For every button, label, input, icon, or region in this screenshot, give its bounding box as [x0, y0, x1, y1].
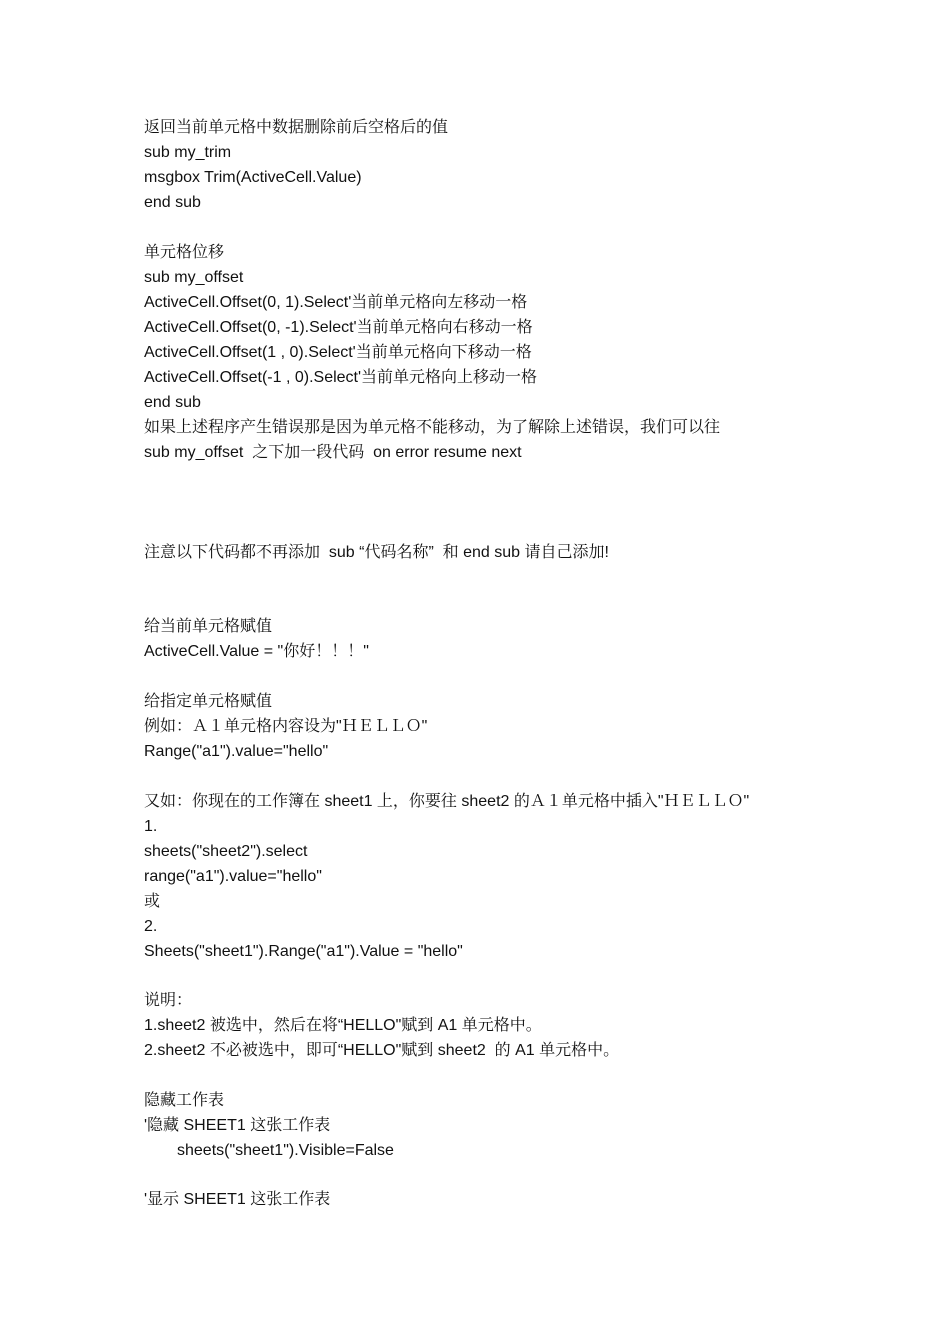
- code-line: ActiveCell.Value = "你好！！！": [144, 643, 369, 660]
- example-text: 又如：你现在的工作簿在 sheet1 上，你要往 sheet2 的Ａ１单元格中插入"ＨＥＬＬＯ": [144, 793, 750, 810]
- code-line: Sheets("sheet1").Range("a1").Value = "hello": [144, 943, 463, 960]
- code-line: ActiveCell.Offset(-1 , 0).Select'当前单元格向上移动一格: [144, 369, 538, 386]
- comment-line: '隐藏 SHEET1 这张工作表: [144, 1117, 331, 1134]
- code-line: ActiveCell.Offset(0, 1).Select'当前单元格向左移动一格: [144, 294, 528, 311]
- explanation-text: 2.sheet2 不必被选中，即可“HELLO"赋到 sheet2 的 A1 单元格中。: [144, 1042, 620, 1059]
- heading-offset: 单元格位移: [144, 244, 225, 261]
- code-line: range("a1").value="hello": [144, 868, 322, 885]
- comment-line: '显示 SHEET1 这张工作表: [144, 1191, 331, 1208]
- explanation-text: 1.sheet2 被选中，然后在将“HELLO"赋到 A1 单元格中。: [144, 1017, 542, 1034]
- code-line: ActiveCell.Offset(0, -1).Select'当前单元格向右移动一格: [144, 319, 533, 336]
- code-line: ActiveCell.Offset(1 , 0).Select'当前单元格向下移动一格: [144, 344, 532, 361]
- list-number: 2.: [144, 918, 158, 935]
- list-number: 1.: [144, 818, 158, 835]
- code-line: sheets("sheet1").Visible=False: [177, 1142, 394, 1159]
- note-text: sub my_offset 之下加一段代码 on error resume next: [144, 444, 522, 461]
- code-line: msgbox Trim(ActiveCell.Value): [144, 169, 362, 186]
- code-line: sub my_offset: [144, 269, 244, 286]
- code-line: end sub: [144, 194, 201, 211]
- heading-assign-specified: 给指定单元格赋值: [144, 693, 273, 710]
- note-text: 如果上述程序产生错误那是因为单元格不能移动，为了解除上述错误，我们可以往: [144, 419, 721, 436]
- heading-hide-sheet: 隐藏工作表: [144, 1092, 225, 1109]
- explanation-heading: 说明：: [144, 992, 193, 1009]
- code-line: Range("a1").value="hello": [144, 743, 329, 760]
- heading-trim: 返回当前单元格中数据删除前后空格后的值: [144, 119, 449, 136]
- note-text: 注意以下代码都不再添加 sub “代码名称” 和 end sub 请自己添加!: [144, 544, 609, 561]
- heading-assign-current: 给当前单元格赋值: [144, 618, 273, 635]
- code-line: sheets("sheet2").select: [144, 843, 308, 860]
- example-text: 例如：Ａ１单元格内容设为"ＨＥＬＬＯ": [144, 718, 428, 735]
- code-line: sub my_trim: [144, 144, 232, 161]
- code-line: end sub: [144, 394, 201, 411]
- or-text: 或: [144, 893, 161, 910]
